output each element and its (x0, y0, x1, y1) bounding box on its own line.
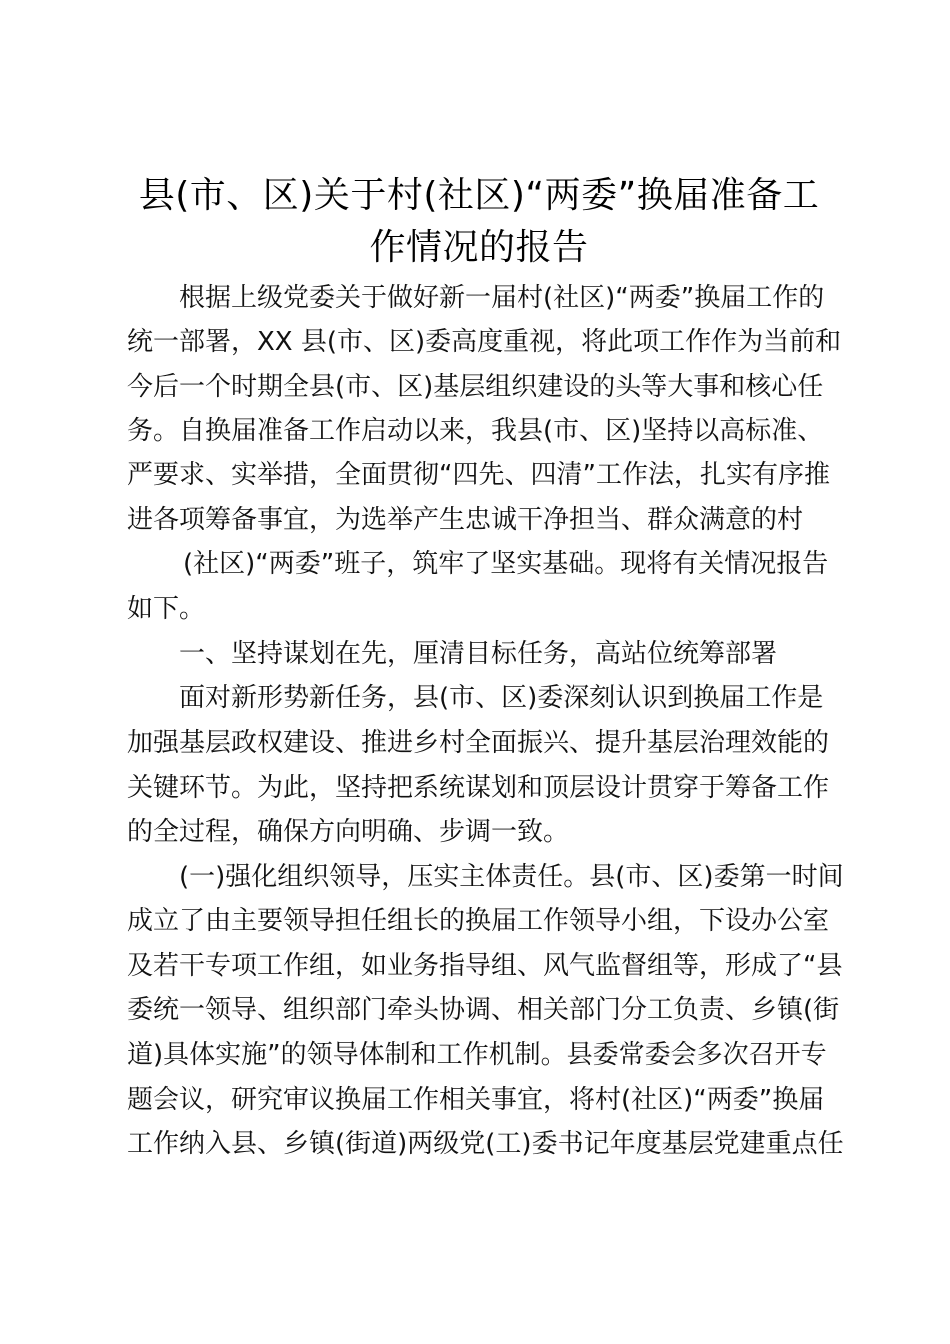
text-line: 根据上级党委关于做好新一届村(社区)“两委”换届工作的 (179, 283, 825, 313)
text-line: 及若干专项工作组，如业务指导组、风气监督组等，形成了“县 (127, 951, 843, 981)
text-line: 务。自换届准备工作启动以来，我县(市、区)坚持以高标准、 (127, 416, 824, 446)
text-line: 今后一个时期全县(市、区)基层组织建设的头等大事和核心任 (127, 372, 824, 402)
text-line: 的全过程，确保方向明确、步调一致。 (127, 817, 570, 847)
text-line: 统一部署，XX 县(市、区)委高度重视，将此项工作作为当前和 (127, 327, 842, 357)
text-line: 委统一领导、组织部门牵头协调、相关部门分工负责、乡镇(街 (127, 995, 840, 1025)
text-line: 进各项筹备事宜，为选举产生忠诚干净担当、群众满意的村 (127, 505, 804, 535)
text-line: 严要求、实举措，全面贯彻“四先、四清”工作法，扎实有序推 (127, 460, 830, 490)
text-line: 关键环节。为此，坚持把系统谋划和顶层设计贯穿于筹备工作 (127, 773, 830, 803)
text-line: 工作纳入县、乡镇(街道)两级党(工)委书记年度基层党建重点任 (127, 1129, 844, 1159)
section-heading: 一、坚持谋划在先，厘清目标任务，高站位统筹部署 (179, 639, 778, 669)
text-line: 面对新形势新任务，县(市、区)委深刻认识到换届工作是 (179, 683, 824, 713)
document-title-line-1: 县(市、区)关于村(社区)“两委”换届准备工 (138, 175, 820, 216)
document-title-line-2: 作情况的报告 (369, 227, 589, 268)
text-line: (社区)“两委”班子，筑牢了坚实基础。现将有关情况报告 (183, 549, 829, 579)
text-line: 题会议，研究审议换届工作相关事宜，将村(社区)“两委”换届 (127, 1085, 825, 1115)
text-line: 加强基层政权建设、推进乡村全面振兴、提升基层治理效能的 (127, 728, 830, 758)
text-line: 成立了由主要领导担任组长的换届工作领导小组，下设办公室 (127, 906, 830, 936)
text-line: 如下。 (127, 594, 206, 624)
text-line: (一)强化组织领导，压实主体责任。县(市、区)委第一时间 (179, 862, 844, 892)
text-line: 道)具体实施”的领导体制和工作机制。县委常委会多次召开专 (127, 1040, 827, 1070)
